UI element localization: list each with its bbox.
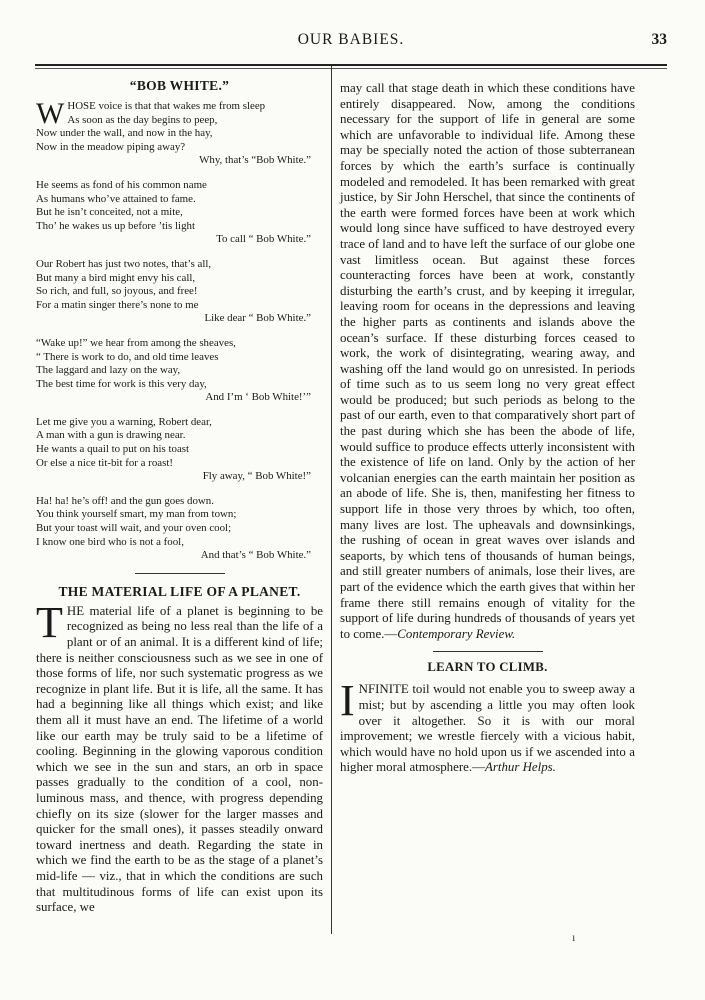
poem-line: Ha! ha! he’s off! and the gun goes down.: [36, 494, 214, 507]
poem-stanza: [36, 337, 323, 405]
poem: [36, 97, 323, 563]
poem-line: He wants a quail to put on his toast: [36, 443, 190, 456]
article-paragraph: [36, 597, 323, 916]
section-rule: [135, 573, 225, 574]
article-continuation-text: may call that stage death in which these conditions have entirely disappeared. Now, among the conditions necessary for the support of life in general are some which are unfavorable to individual life. Among these may be specially noted the action of those subterranean forces by which the earth’s surface is continually modeled and remodeled. It has been remarked with great justice, by Sir John Herschel, that since the continents of the earth were formed forces have been at work which would long since have sufficed to have destroyed every trace of land and to have left the surface of our globe one vast limitless ocean. But against these forces counteracting forces have been at work, constantly disturbing the earth’s crust, and by keeping it irregular, leaving room for oceans in the depressions and leaving the higher parts as continents and islands above the ocean’s surface. If these disturbing forces ceased to work, the work of disintegrating, wearing away, and washing off the land would go on unresisted. In periods of time such as to us seem long no very great effect would be produced; but such periods as belong to the past of our earth, even to that comparatively short part of the past during which she has been the abode of life, would suffice to produce effects utterly inconsistent with the existence of life on land. Only by the action of her volcanian energies can the earth maintain her position as an abode of life. She is, then, manifesting her fitness to support life in those very throes by which, too often, many lives are lost. The upheavals and downsinkings, the rushing of ocean in great waves over islands and seaports, by which tens of thousands of human beings, and still greater numbers of animals, lose their lives, are part of the evidence which the earth gives that within her frame there still remains enough of vitality for the support of life during hundreds of thousands of years yet to come.—: [340, 81, 635, 641]
poem-line: Our Robert has just two notes, that’s all,: [36, 257, 212, 270]
poem-line: “ There is work to do, and old time leaves: [36, 350, 219, 363]
poem-stanza: [36, 97, 323, 168]
poem-line: The laggard and lazy on the way,: [36, 364, 181, 377]
article-paragraph: [340, 81, 635, 642]
column-divider: [331, 66, 332, 934]
article-dropcap: T: [36, 597, 63, 647]
page-number: 33: [651, 31, 667, 48]
poem-line: You think yourself smart, my man from town;: [36, 508, 237, 521]
header-rule-thin: [35, 68, 667, 69]
poem-line: Now under the wall, and now in the hay,: [36, 127, 213, 140]
article-lead-text: HE material life of a planet is beginning to be recognized as being no less real than the life of a plant or of an animal. It is a different kind of life; there is neither consciousness such as we see in one of those forms of life, nor such systematic progress as we recognize in plant life. But it is life, all the same. It has had a beginning like all things which exist; and like them all it must have an end. The lifetime of a world like our earth may be truly said to be a lifetime of cooling. Beginning in the glowing vaporous condition which we see in the sun and stars, an orb in space passes gradually to the condition of a cool, non-luminous mass, and thence, with progress depending chiefly on its size (slower for the larger masses and quicker for the small ones), it passes steadily onward toward inertness and death. Regarding the state in which we find the earth to be as the stage of a planet’s mid-life — viz., that in which the conditions are such that multitudinous forms of life can exist upon its surface, we: [36, 603, 323, 915]
article-source: Arthur Helps.: [484, 760, 556, 775]
poem-line: Or else a nice tit-bit for a roast!: [36, 456, 173, 469]
poem-dropcap: W: [36, 97, 65, 130]
poem-line: And that’s “ Bob White.”: [200, 549, 311, 562]
poem-line: As soon as the day begins to peep,: [67, 113, 218, 126]
poem-line: Now in the meadow piping away?: [36, 140, 186, 153]
poem-line: Fly away, “ Bob White!”: [202, 470, 311, 483]
poem-line: Let me give you a warning, Robert dear,: [36, 415, 212, 428]
right-column: [340, 70, 635, 776]
poem-line: A man with a gun is drawing near.: [36, 429, 186, 442]
poem-line: Why, that’s “Bob White.”: [199, 154, 311, 167]
poem-line: But he isn’t conceited, not a mite,: [36, 206, 183, 219]
page-header: [35, 31, 667, 53]
poem-line: Tho’ he wakes us up before ’tis light: [36, 219, 195, 232]
poem-line: So rich, and full, so joyous, and free!: [36, 285, 198, 298]
running-title: OUR BABIES.: [297, 31, 405, 48]
poem-stanza: [36, 495, 323, 563]
article-body: [340, 676, 635, 776]
poem-line: I know one bird who is not a fool,: [36, 535, 184, 548]
section-rule: [433, 651, 543, 652]
poem-line: Like dear “ Bob White.”: [204, 312, 311, 325]
poem-line: The best time for work is this very day,: [36, 377, 207, 390]
article-body-text: NFINITE toil would not enable you to sweep away a mist; but by ascending a little you may often look over it altogether. So it is with our moral improvement; we wrestle fiercely with a vicious habit, which would have no hold upon us if we ascended into a higher moral atmosphere.—: [340, 682, 635, 775]
header-rule: [35, 64, 667, 66]
poem-line: But many a bird might envy his call,: [36, 271, 196, 284]
article-body: [36, 597, 323, 916]
article-title: THE MATERIAL LIFE OF A PLANET.: [58, 583, 301, 599]
poem-line: To call “ Bob White.”: [216, 233, 311, 246]
article-title: LEARN TO CLIMB.: [427, 660, 548, 675]
poem-stanza: [36, 258, 323, 326]
article-dropcap: I: [340, 676, 355, 726]
poem-line: “Wake up!” we hear from among the sheaves,: [36, 336, 236, 349]
marginal-mark: ı: [572, 930, 576, 944]
article-paragraph: [340, 676, 635, 776]
poem-stanza: [36, 416, 323, 484]
article-continuation: [340, 81, 635, 642]
poem-line: For a matin singer there’s none to me: [36, 298, 199, 311]
poem-title: “BOB WHITE.”: [129, 78, 230, 93]
poem-line: And I’m ‘ Bob White!’”: [205, 391, 311, 404]
poem-line: He seems as fond of his common name: [36, 178, 207, 191]
poem-line: HOSE voice is that that wakes me from sleep: [67, 100, 266, 112]
left-column: [36, 70, 323, 916]
poem-stanza: [36, 179, 323, 247]
article-source: Contemporary Review.: [397, 626, 516, 641]
poem-line: But your toast will wait, and your oven cool;: [36, 522, 232, 535]
poem-line: As humans who’ve attained to fame.: [36, 192, 196, 205]
